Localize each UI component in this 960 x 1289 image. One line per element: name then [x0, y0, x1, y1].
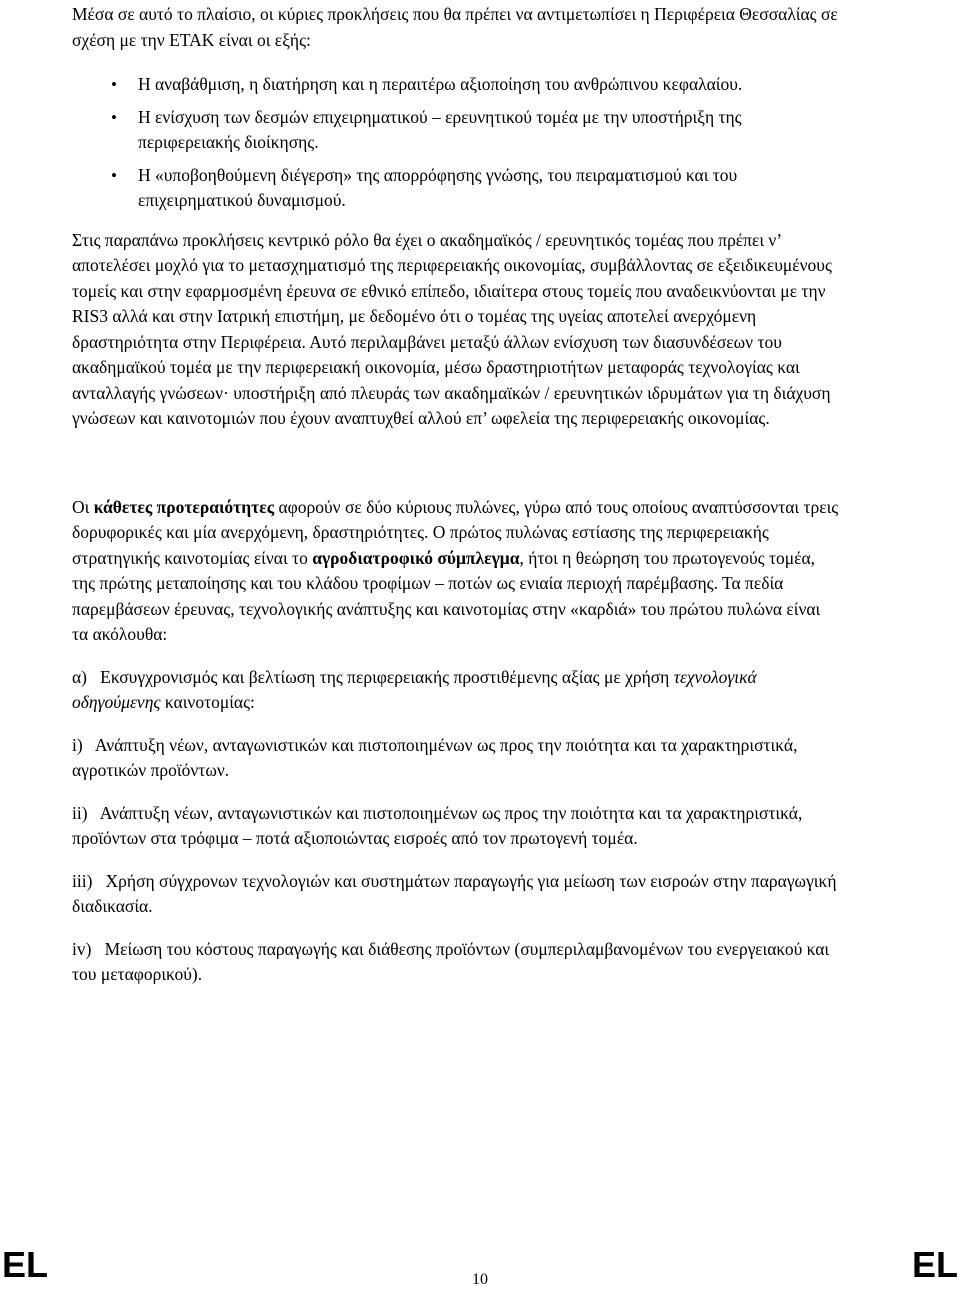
item-iii: [72, 869, 840, 920]
list-item-text: Η «υποβοηθούμενη διέγερση» της απορρόφησης γνώσης, του πειραματισμού και του επιχειρηματικού δυναμισμού.: [138, 164, 738, 210]
text-run: Εκσυγχρονισμός και βελτίωση της περιφερειακής προστιθέμενης αξίας με χρήση: [100, 666, 674, 687]
list-item: [111, 105, 840, 156]
bullet-icon: •: [111, 165, 117, 185]
item-i: [72, 733, 840, 784]
item-label: iii): [72, 870, 93, 891]
item-text: Μείωση του κόστους παραγωγής και διάθεσης προϊόντων (συμπεριλαμβανομένων του ενεργειακού και του μεταφορικού).: [72, 938, 830, 984]
language-code-left: EL: [2, 1244, 49, 1285]
bold-term: αγροδιατροφικό σύμπλεγμα: [312, 547, 520, 568]
list-item-text: Η αναβάθμιση, η διατήρηση και η περαιτέρω αξιοποίηση του ανθρώπινου κεφαλαίου.: [138, 74, 743, 94]
bullet-icon: •: [111, 107, 117, 127]
item-iv: [72, 937, 840, 988]
item-label: α): [72, 666, 87, 687]
text-run: , ήτοι η θεώρηση του πρωτογενούς τομέα, της πρώτης μεταποίησης και του κλάδου τροφίμων – ποτών ως ενιαία περιοχή παρέμβασης. Τα πεδία παρεμβάσεων έρευνας, τεχνολογικής ανάπτυξης και καινοτομίας στην «καρδιά» του πρώτου πυλώνα είναι τα ακόλουθα:: [72, 547, 821, 644]
text-run: καινοτομίας:: [160, 692, 255, 712]
item-label: iv): [72, 938, 92, 959]
intro-paragraph: Μέσα σε αυτό το πλαίσιο, οι κύριες προκλήσεις που θα πρέπει να αντιμετωπίσει η Περιφέρεια Θεσσαλίας σε σχέση με την ΕΤΑΚ είναι οι εξής:: [72, 4, 838, 50]
item-text: Χρήση σύγχρονων τεχνολογιών και συστημάτων παραγωγής για μείωση των εισροών στην παραγωγική διαδικασία.: [72, 870, 837, 916]
document-page: [72, 0, 840, 988]
item-label: i): [72, 734, 83, 755]
item-label: ii): [72, 802, 88, 823]
bullet-icon: •: [111, 75, 117, 94]
bold-term: κάθετες προτεραιότητες: [93, 496, 275, 517]
language-code-right: EL: [911, 1244, 958, 1285]
list-item: [111, 72, 840, 98]
item-text: Ανάπτυξη νέων, ανταγωνιστικών και πιστοποιημένων ως προς την ποιότητα και τα χαρακτηριστικά, αγροτικών προϊόντων.: [72, 734, 798, 780]
item-ii: [72, 801, 840, 852]
item-text: Ανάπτυξη νέων, ανταγωνιστικών και πιστοποιημένων ως προς την ποιότητα και τα χαρακτηριστικά, προϊόντων στα τρόφιμα – ποτά αξιοποιώντας εισροές από τον πρωτογενή τομέα.: [72, 802, 803, 848]
text-run: αφορούν σε δύο κύριους πυλώνες, γύρω από τους οποίους αναπτύσσονται τρεις δορυφορικές και μία ανερχόμενη, δραστηριότητες. Ο πρώτος πυλώνας εστίασης της περιφερειακής στρατηγικής καινοτομίας είναι το: [72, 496, 839, 568]
vertical-priorities-paragraph: [72, 495, 840, 648]
challenges-list: [72, 72, 840, 214]
list-item-text: Η ενίσχυση των δεσμών επιχειρηματικού – ερευνητικού τομέα με την υποστήριξη της περιφερειακής διοίκησης.: [138, 106, 742, 152]
italic-term: τεχνολογικά οδηγούμενης: [72, 666, 757, 712]
item-a: [72, 665, 840, 716]
list-item: [111, 163, 840, 214]
page-number: 10: [472, 1271, 488, 1288]
text-run: Οι: [72, 496, 94, 517]
academic-sector-paragraph: Στις παραπάνω προκλήσεις κεντρικό ρόλο θα έχει ο ακαδημαϊκός / ερευνητικός τομέας που πρέπει ν’ αποτελέσει μοχλό για το μετασχηματισμό της περιφερειακής οικονομίας, συμβάλλοντας σε εξειδικευμένους τομείς και στην εφαρμοσμένη έρευνα σε εθνικό επίπεδο, ιδιαίτερα στους τομείς που αναδεικνύονται με την RIS3 αλλά και στην Ιατρική επιστήμη, με δεδομένο ότι ο τομέας της υγείας αποτελεί ανερχόμενη δραστηριότητα στην Περιφέρεια. Αυτό περιλαμβάνει μεταξύ άλλων ενίσχυση των διασυνδέσεων του ακαδημαϊκού τομέα με την περιφερειακή οικονομία, μέσω δραστηριοτήτων μεταφοράς τεχνολογίας και ανταλλαγής γνώσεων· υποστήριξη από πλευράς των ακαδημαϊκών / ερευνητικών ιδρυμάτων για τη διάχυση γνώσεων και καινοτομιών που έχουν αναπτυχθεί αλλού επ’ ωφελεία της περιφερειακής οικονομίας.: [72, 229, 832, 428]
